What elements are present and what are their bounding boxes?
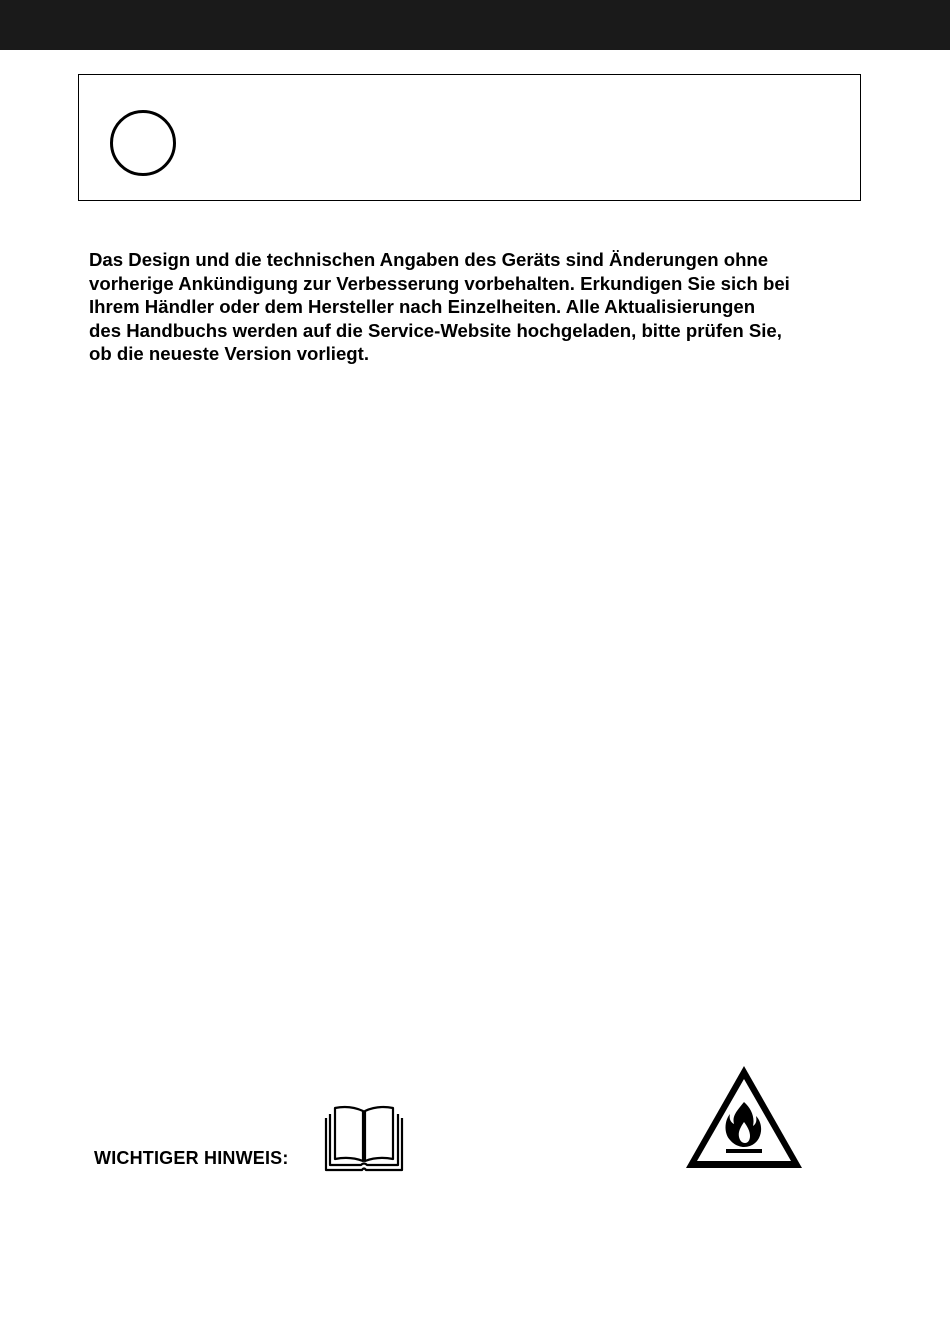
disclaimer-line: vorherige Ankündigung zur Verbesserung vorbehalten. Erkundigen Sie sich bei [89, 272, 790, 294]
circle-icon [110, 110, 176, 176]
disclaimer-line: ob die neueste Version vorliegt. [89, 343, 370, 364]
important-notice-label: WICHTIGER HINWEIS: [94, 1148, 289, 1168]
flammable-warning-icon [684, 1064, 804, 1170]
disclaimer-line: des Handbuchs werden auf die Service-Website hochgeladen, bitte prüfen Sie, [89, 319, 782, 341]
disclaimer-text [89, 248, 889, 366]
disclaimer-line: Ihrem Händler oder dem Hersteller nach Einzelheiten. Alle Aktualisierungen [89, 296, 756, 317]
notice-box [78, 74, 861, 201]
disclaimer-line: Das Design und die technischen Angaben des Geräts sind Änderungen ohne [89, 249, 769, 270]
header-bar [0, 0, 950, 50]
read-manual-icon [324, 1104, 404, 1172]
